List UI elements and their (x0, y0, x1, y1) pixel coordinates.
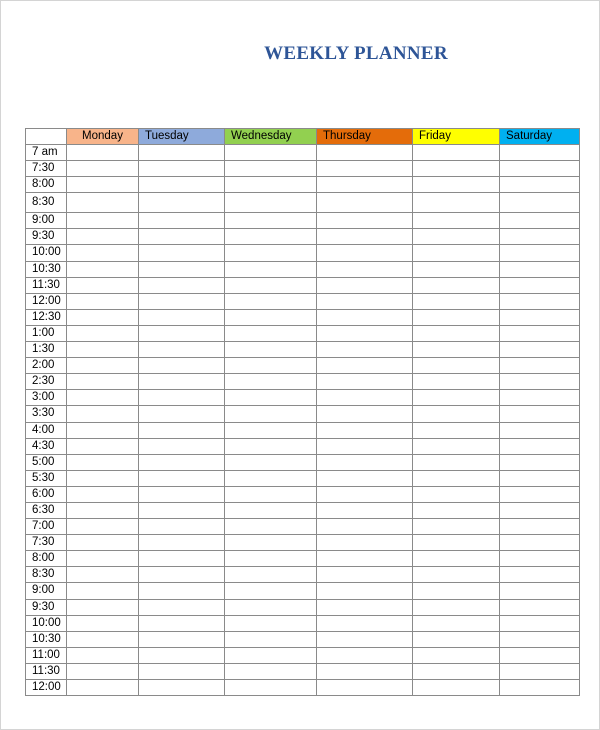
planner-cell[interactable] (225, 293, 317, 309)
planner-cell[interactable] (500, 406, 580, 422)
planner-cell[interactable] (413, 551, 500, 567)
time-label: 7:00 (26, 519, 67, 535)
planner-cell[interactable] (67, 567, 139, 583)
planner-cell[interactable] (139, 454, 225, 470)
planner-cell[interactable] (67, 374, 139, 390)
planner-cell[interactable] (317, 390, 413, 406)
planner-cell[interactable] (225, 161, 317, 177)
planner-cell[interactable] (67, 599, 139, 615)
planner-cell[interactable] (317, 519, 413, 535)
planner-cell[interactable] (139, 535, 225, 551)
planner-cell[interactable] (225, 325, 317, 341)
planner-cell[interactable] (500, 193, 580, 213)
planner-cell[interactable] (67, 325, 139, 341)
planner-cell[interactable] (413, 193, 500, 213)
planner-cell[interactable] (139, 470, 225, 486)
planner-cell[interactable] (139, 583, 225, 599)
planner-cell[interactable] (139, 567, 225, 583)
planner-cell[interactable] (413, 177, 500, 193)
planner-cell[interactable] (500, 374, 580, 390)
planner-cell[interactable] (500, 245, 580, 261)
time-row (26, 342, 580, 358)
planner-cell[interactable] (500, 213, 580, 229)
planner-cell[interactable] (67, 551, 139, 567)
planner-cell[interactable] (67, 245, 139, 261)
planner-cell[interactable] (225, 229, 317, 245)
planner-cell[interactable] (139, 486, 225, 502)
time-row (26, 615, 580, 631)
planner-cell[interactable] (225, 470, 317, 486)
planner-cell[interactable] (317, 277, 413, 293)
planner-cell[interactable] (67, 277, 139, 293)
planner-cell[interactable] (413, 422, 500, 438)
planner-cell[interactable] (413, 325, 500, 341)
planner-cell[interactable] (500, 422, 580, 438)
planner-cell[interactable] (317, 680, 413, 696)
time-row (26, 293, 580, 309)
planner-cell[interactable] (139, 261, 225, 277)
planner-cell[interactable] (139, 631, 225, 647)
planner-cell[interactable] (500, 145, 580, 161)
time-row (26, 358, 580, 374)
planner-cell[interactable] (413, 229, 500, 245)
planner-cell[interactable] (500, 519, 580, 535)
planner-cell[interactable] (139, 502, 225, 518)
planner-cell[interactable] (413, 161, 500, 177)
day-header-thursday: Thursday (317, 129, 413, 145)
planner-cell[interactable] (317, 342, 413, 358)
time-row (26, 647, 580, 663)
planner-cell[interactable] (225, 567, 317, 583)
planner-cell[interactable] (317, 502, 413, 518)
planner-cell[interactable] (139, 277, 225, 293)
time-label: 4:00 (26, 422, 67, 438)
planner-cell[interactable] (413, 470, 500, 486)
time-label: 9:00 (26, 213, 67, 229)
planner-cell[interactable] (225, 245, 317, 261)
planner-cell[interactable] (317, 647, 413, 663)
time-label: 10:00 (26, 245, 67, 261)
planner-cell[interactable] (317, 145, 413, 161)
planner-cell[interactable] (317, 374, 413, 390)
planner-cell[interactable] (225, 374, 317, 390)
planner-cell[interactable] (225, 647, 317, 663)
planner-cell[interactable] (225, 422, 317, 438)
planner-cell[interactable] (139, 680, 225, 696)
planner-cell[interactable] (413, 245, 500, 261)
planner-cell[interactable] (67, 342, 139, 358)
planner-cell[interactable] (67, 680, 139, 696)
planner-cell[interactable] (317, 293, 413, 309)
planner-cell[interactable] (139, 358, 225, 374)
planner-cell[interactable] (225, 177, 317, 193)
day-header-saturday: Saturday (500, 129, 580, 145)
planner-cell[interactable] (225, 615, 317, 631)
planner-cell[interactable] (67, 535, 139, 551)
planner-cell[interactable] (67, 229, 139, 245)
time-row (26, 145, 580, 161)
planner-cell[interactable] (67, 663, 139, 679)
time-row (26, 177, 580, 193)
planner-cell[interactable] (139, 551, 225, 567)
planner-cell[interactable] (500, 470, 580, 486)
planner-cell[interactable] (139, 177, 225, 193)
day-header-monday: Monday (67, 129, 139, 145)
planner-cell[interactable] (413, 438, 500, 454)
time-row (26, 390, 580, 406)
time-label: 6:30 (26, 502, 67, 518)
planner-cell[interactable] (413, 519, 500, 535)
planner-cell[interactable] (67, 406, 139, 422)
planner-cell[interactable] (500, 535, 580, 551)
planner-cell[interactable] (225, 599, 317, 615)
planner-cell[interactable] (139, 422, 225, 438)
planner-cell[interactable] (500, 583, 580, 599)
planner-cell[interactable] (413, 342, 500, 358)
planner-cell[interactable] (225, 519, 317, 535)
planner-cell[interactable] (500, 358, 580, 374)
planner-cell[interactable] (500, 647, 580, 663)
planner-cell[interactable] (225, 193, 317, 213)
time-row (26, 567, 580, 583)
time-label: 7:30 (26, 535, 67, 551)
planner-cell[interactable] (67, 177, 139, 193)
day-header-friday: Friday (413, 129, 500, 145)
planner-cell[interactable] (225, 454, 317, 470)
planner-cell[interactable] (139, 309, 225, 325)
time-row (26, 519, 580, 535)
planner-cell[interactable] (139, 161, 225, 177)
planner-cell[interactable] (139, 229, 225, 245)
planner-cell[interactable] (139, 193, 225, 213)
planner-cell[interactable] (317, 486, 413, 502)
time-label: 10:30 (26, 631, 67, 647)
planner-cell[interactable] (139, 325, 225, 341)
time-label: 8:30 (26, 567, 67, 583)
planner-cell[interactable] (225, 406, 317, 422)
planner-cell[interactable] (67, 390, 139, 406)
planner-cell[interactable] (413, 145, 500, 161)
planner-cell[interactable] (67, 519, 139, 535)
time-label: 10:00 (26, 615, 67, 631)
planner-cell[interactable] (139, 374, 225, 390)
time-row (26, 599, 580, 615)
planner-cell[interactable] (139, 406, 225, 422)
planner-cell[interactable] (225, 680, 317, 696)
planner-cell[interactable] (67, 309, 139, 325)
time-label: 12:00 (26, 680, 67, 696)
planner-cell[interactable] (317, 438, 413, 454)
planner-cell[interactable] (67, 293, 139, 309)
planner-cell[interactable] (67, 631, 139, 647)
planner-cell[interactable] (317, 161, 413, 177)
planner-cell[interactable] (67, 261, 139, 277)
time-label: 11:00 (26, 647, 67, 663)
planner-cell[interactable] (225, 390, 317, 406)
planner-cell[interactable] (413, 277, 500, 293)
time-label: 4:30 (26, 438, 67, 454)
planner-cell[interactable] (500, 229, 580, 245)
planner-cell[interactable] (413, 631, 500, 647)
time-label: 5:30 (26, 470, 67, 486)
planner-cell[interactable] (225, 551, 317, 567)
time-row (26, 193, 580, 213)
time-label: 9:30 (26, 229, 67, 245)
time-label: 9:00 (26, 583, 67, 599)
planner-cell[interactable] (317, 177, 413, 193)
planner-cell[interactable] (317, 615, 413, 631)
planner-cell[interactable] (413, 261, 500, 277)
planner-cell[interactable] (500, 325, 580, 341)
planner-cell[interactable] (225, 277, 317, 293)
planner-cell[interactable] (317, 551, 413, 567)
planner-cell[interactable] (500, 631, 580, 647)
time-row (26, 374, 580, 390)
time-label: 11:30 (26, 277, 67, 293)
time-label: 9:30 (26, 599, 67, 615)
time-label: 3:30 (26, 406, 67, 422)
planner-cell[interactable] (317, 213, 413, 229)
planner-cell[interactable] (67, 438, 139, 454)
time-row (26, 309, 580, 325)
planner-cell[interactable] (67, 358, 139, 374)
time-row (26, 406, 580, 422)
planner-cell[interactable] (225, 342, 317, 358)
planner-cell[interactable] (500, 502, 580, 518)
planner-cell[interactable] (317, 193, 413, 213)
planner-cell[interactable] (413, 663, 500, 679)
planner-cell[interactable] (139, 599, 225, 615)
time-label: 11:30 (26, 663, 67, 679)
planner-cell[interactable] (67, 422, 139, 438)
time-row (26, 161, 580, 177)
planner-cell[interactable] (413, 567, 500, 583)
corner-cell (26, 129, 67, 145)
planner-cell[interactable] (413, 615, 500, 631)
time-label: 5:00 (26, 454, 67, 470)
time-label: 1:00 (26, 325, 67, 341)
planner-cell[interactable] (500, 599, 580, 615)
time-row (26, 631, 580, 647)
planner-cell[interactable] (67, 193, 139, 213)
planner-cell[interactable] (317, 454, 413, 470)
planner-cell[interactable] (317, 631, 413, 647)
planner-cell[interactable] (317, 358, 413, 374)
planner-cell[interactable] (500, 177, 580, 193)
planner-cell[interactable] (139, 245, 225, 261)
planner-cell[interactable] (317, 599, 413, 615)
planner-cell[interactable] (413, 390, 500, 406)
planner-cell[interactable] (139, 663, 225, 679)
planner-cell[interactable] (413, 502, 500, 518)
planner-cell[interactable] (500, 342, 580, 358)
time-row (26, 325, 580, 341)
planner-cell[interactable] (67, 615, 139, 631)
time-row (26, 486, 580, 502)
planner-cell[interactable] (413, 486, 500, 502)
planner-cell[interactable] (225, 583, 317, 599)
time-row (26, 551, 580, 567)
planner-cell[interactable] (317, 663, 413, 679)
planner-cell[interactable] (413, 213, 500, 229)
planner-cell[interactable] (500, 615, 580, 631)
planner-cell[interactable] (225, 486, 317, 502)
planner-cell[interactable] (500, 663, 580, 679)
planner-cell[interactable] (225, 309, 317, 325)
time-row (26, 261, 580, 277)
planner-cell[interactable] (413, 358, 500, 374)
time-row (26, 502, 580, 518)
planner-cell[interactable] (413, 599, 500, 615)
time-label: 3:00 (26, 390, 67, 406)
day-header-tuesday: Tuesday (139, 129, 225, 145)
planner-cell[interactable] (317, 535, 413, 551)
time-row (26, 663, 580, 679)
time-label: 12:30 (26, 309, 67, 325)
page-title: WEEKLY PLANNER (264, 43, 448, 64)
time-label: 12:00 (26, 293, 67, 309)
day-header-wednesday: Wednesday (225, 129, 317, 145)
planner-cell[interactable] (317, 309, 413, 325)
planner-cell[interactable] (67, 470, 139, 486)
planner-cell[interactable] (500, 161, 580, 177)
planner-cell[interactable] (139, 145, 225, 161)
planner-cell[interactable] (413, 309, 500, 325)
time-label: 8:00 (26, 551, 67, 567)
planner-cell[interactable] (67, 145, 139, 161)
time-label: 2:30 (26, 374, 67, 390)
planner-cell[interactable] (139, 390, 225, 406)
planner-cell[interactable] (225, 358, 317, 374)
time-row (26, 680, 580, 696)
planner-cell[interactable] (500, 293, 580, 309)
planner-cell[interactable] (413, 406, 500, 422)
planner-cell[interactable] (225, 438, 317, 454)
planner-cell[interactable] (500, 438, 580, 454)
planner-cell[interactable] (413, 454, 500, 470)
planner-table (25, 128, 580, 696)
time-row (26, 438, 580, 454)
planner-cell[interactable] (67, 502, 139, 518)
time-row (26, 213, 580, 229)
planner-cell[interactable] (500, 390, 580, 406)
planner-cell[interactable] (67, 583, 139, 599)
planner-cell[interactable] (67, 161, 139, 177)
time-row (26, 470, 580, 486)
planner-cell[interactable] (500, 261, 580, 277)
time-row (26, 454, 580, 470)
time-label: 7 am (26, 145, 67, 161)
planner-cell[interactable] (139, 519, 225, 535)
planner-cell[interactable] (413, 535, 500, 551)
time-label: 6:00 (26, 486, 67, 502)
time-label: 8:30 (26, 193, 67, 213)
planner-cell[interactable] (500, 454, 580, 470)
planner-cell[interactable] (317, 470, 413, 486)
time-label: 1:30 (26, 342, 67, 358)
time-row (26, 277, 580, 293)
planner-cell[interactable] (139, 342, 225, 358)
time-label: 2:00 (26, 358, 67, 374)
planner-cell[interactable] (500, 567, 580, 583)
time-row (26, 422, 580, 438)
planner-cell[interactable] (413, 647, 500, 663)
planner-cell[interactable] (500, 277, 580, 293)
planner-cell[interactable] (317, 583, 413, 599)
planner-cell[interactable] (317, 261, 413, 277)
planner-cell[interactable] (317, 229, 413, 245)
planner-cell[interactable] (225, 631, 317, 647)
planner-cell[interactable] (500, 680, 580, 696)
planner-cell[interactable] (139, 615, 225, 631)
planner-cell[interactable] (317, 325, 413, 341)
planner-cell[interactable] (225, 145, 317, 161)
planner-cell[interactable] (225, 663, 317, 679)
planner-cell[interactable] (67, 213, 139, 229)
planner-cell[interactable] (500, 551, 580, 567)
planner-cell[interactable] (67, 454, 139, 470)
planner-cell[interactable] (67, 486, 139, 502)
planner-cell[interactable] (225, 261, 317, 277)
planner-cell[interactable] (413, 293, 500, 309)
header-row (26, 129, 580, 145)
planner-cell[interactable] (413, 583, 500, 599)
planner-cell[interactable] (67, 647, 139, 663)
planner-cell[interactable] (317, 406, 413, 422)
planner-cell[interactable] (317, 567, 413, 583)
planner-cell[interactable] (500, 486, 580, 502)
time-label: 8:00 (26, 177, 67, 193)
time-row (26, 535, 580, 551)
planner-cell[interactable] (139, 438, 225, 454)
planner-cell[interactable] (139, 293, 225, 309)
planner-cell[interactable] (225, 535, 317, 551)
time-label: 10:30 (26, 261, 67, 277)
time-row (26, 583, 580, 599)
planner-cell[interactable] (139, 213, 225, 229)
time-row (26, 229, 580, 245)
planner-cell[interactable] (413, 374, 500, 390)
planner-cell[interactable] (317, 245, 413, 261)
planner-cell[interactable] (500, 309, 580, 325)
time-row (26, 245, 580, 261)
time-label: 7:30 (26, 161, 67, 177)
planner-cell[interactable] (139, 647, 225, 663)
planner-cell[interactable] (225, 213, 317, 229)
planner-cell[interactable] (317, 422, 413, 438)
planner-cell[interactable] (413, 680, 500, 696)
planner-cell[interactable] (225, 502, 317, 518)
